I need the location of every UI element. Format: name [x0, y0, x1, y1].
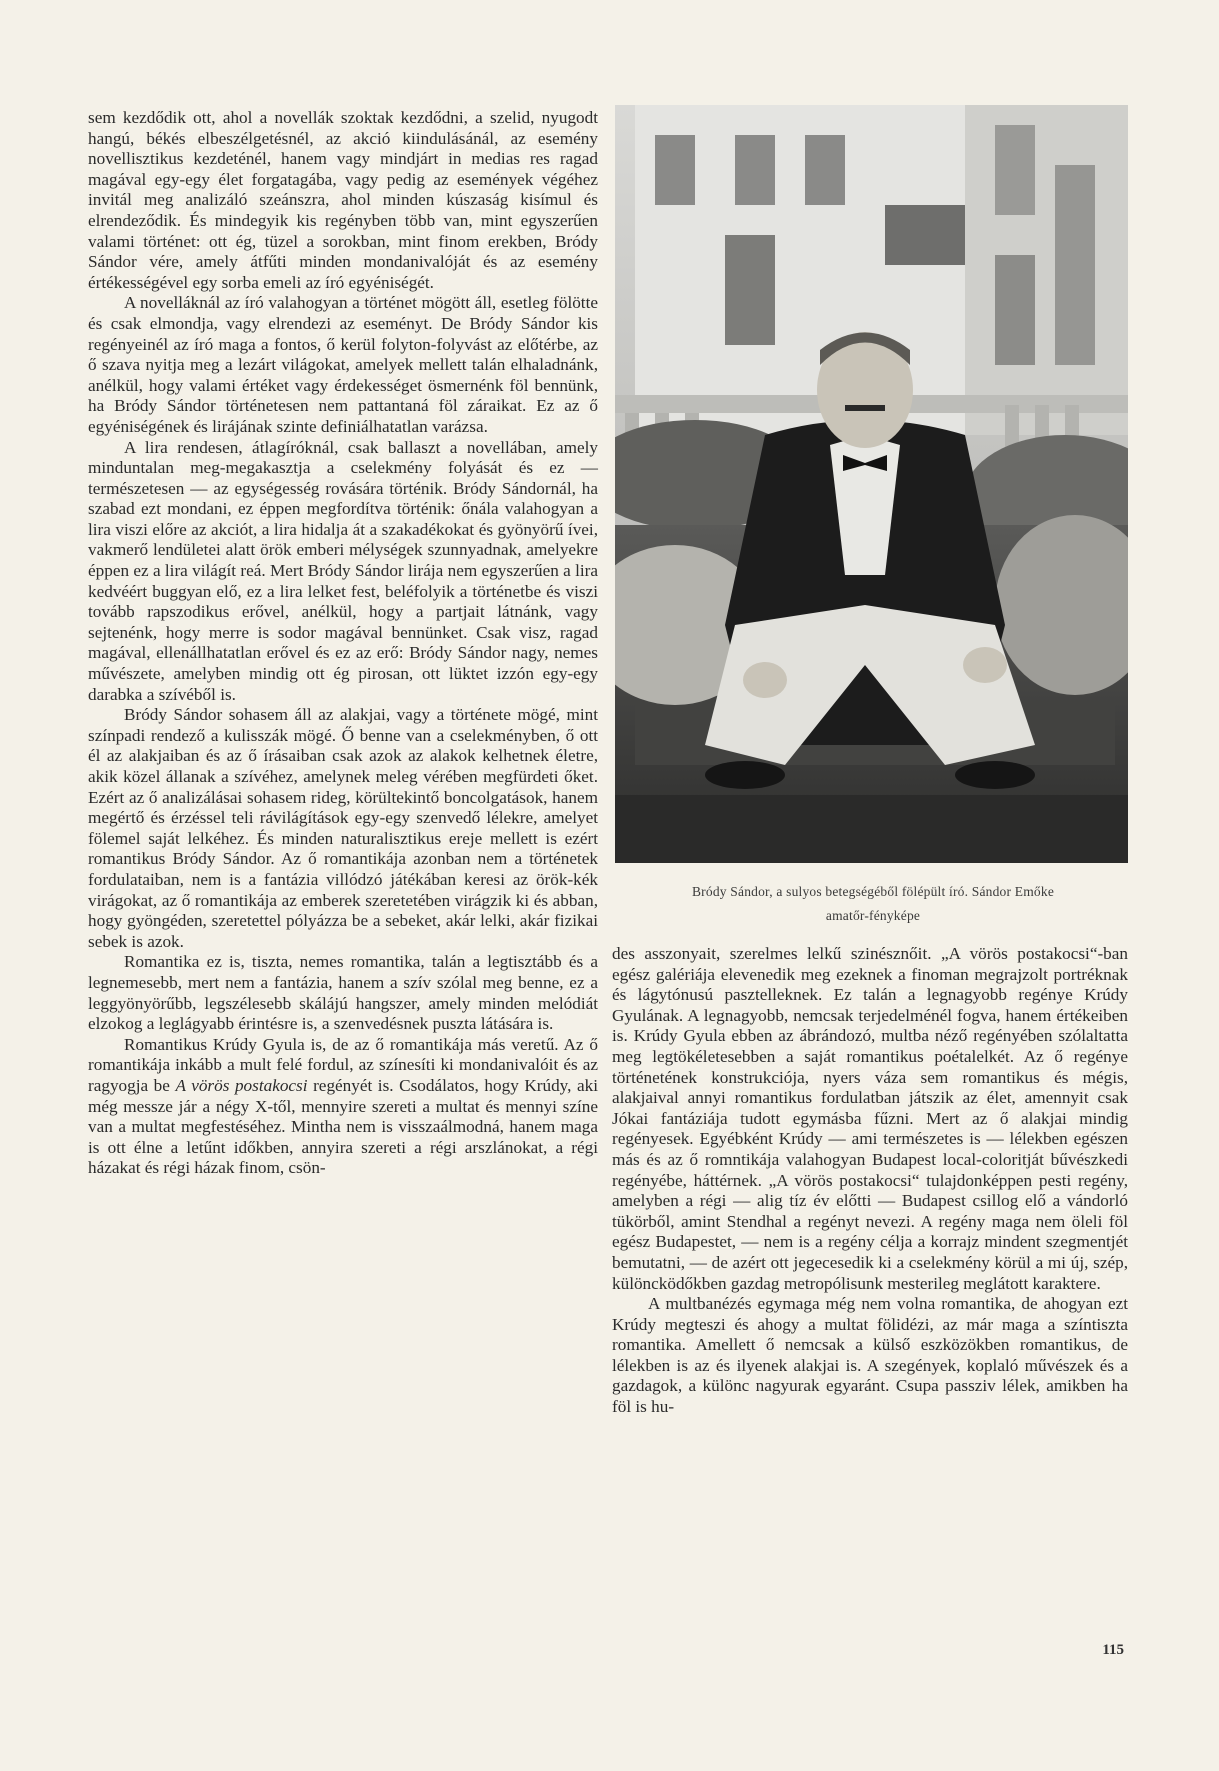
- left-text-column: [88, 108, 598, 1179]
- paragraph-text: regényét is. Csodálatos, hogy Krúdy, aki még messze jár a négy X-től, mennyire szereti a multat és mennyi színe van a multat megfestéséhez. Mintha nem is visszaálmodná, hanem maga is ott élne a letűnt időkben, annyira szereti a régi arszlánokat, a régi házakat és régi házak finom, csön-: [88, 1075, 598, 1178]
- photo-illustration: [615, 105, 1128, 863]
- portrait-photo: [615, 105, 1128, 863]
- page-number: 115: [1102, 1642, 1124, 1658]
- paragraph: [88, 1035, 598, 1179]
- paragraph-text: Romantikus Krúdy Gyula is, de az ő romantikája más veretű. Az ő romantikája inkább a mult felé fordul, az színesíti ki mondanivalóit és az ragyogja be: [88, 1034, 598, 1095]
- caption-line: amatőr-fényképe: [825, 908, 921, 923]
- photo-caption: [608, 880, 1138, 928]
- paragraph: A lira rendesen, átlagíróknál, csak ballaszt a novellában, amely minduntalan meg-megakasztja a cselekmény folyását és ez — természetesen — az egységesség rovására történik. Bródy Sándornál, ha szabad ezt mondani, ez éppen megfordítva történik: őnála valahogyan a lira viszi előre az akciót, a lira hidalja át a szakadékokat és gyönyörű ívei, vakmerő lendületei alatt örök emberi mélységek szunnyadnak, amelyekre éppen ez a lira világít reá. Mert Bródy Sándor lirája nem egyszerűen a lira kedvéért buggyan elő, ez a lira lelket fest, beléfolyik a történetbe és viszi tovább rapszodikus erővel, anélkül, hogy a partjait látnánk, vagy sejtenénk, hogy merre is sodor magával bennünket. Csak visz, ragad magával, ellenállhatatlan erővel és ez az erő: Bródy Sándor nagy, nemes művészete, amelyben mindig ott ég pirosan, ott lüktet izzón egy-egy darabka a szívéből is.: [88, 437, 598, 704]
- paragraph: A novelláknál az író valahogyan a történet mögött áll, esetleg fölötte és csak elmondja, vagy elrendezi az eseményt. De Bródy Sándor kis regényeinél az író maga a fontos, ő kerül folyton-folyvást az előtérbe, az ő szava nyitja meg a lezárt világokat, amelyek mellett talán elhaladnánk, anélkül, hogy valami értéket vagy érdekességet ösmernénk föl bennünk, ha Bródy Sándor történetesen nem pattantaná föl záraikat. Ez az ő egyéniségének és lirájának szinte definiálhatatlan varázsa.: [88, 293, 598, 436]
- right-text-column: [612, 944, 1128, 1418]
- paragraph: des asszonyait, szerelmes lelkű szinésznőit. „A vörös postakocsi“-ban egész galériája elevenedik meg ezeknek a finoman megrajzolt portréknak és lágytónusú pasztelleknek. Ez talán a legnagyobb regénye Krúdy Gyulának. A legnagyobb, nemcsak terjedelménél fogva, hanem értékeiben is. Krúdy Gyula ebben az ábrándozó, multba néző regényében szólaltatta meg legtökéletesebben a saját romantikus poétalelkét. Az ő regénye történetének konstrukciója, nyers váza sem romantikus és mégis, alakjaival annyi romantikus fordulatban játszik az élet, amennyit csak Jókai fantáziája tudott egymásba fűzni. Mert az ő alakjai mindig regényesek. Egyébként Krúdy — ami természetes is — lélekben egészen más és az ő romntikája valahogyan Budapest local-coloritját bűvészkedi regényébe, háttérnek. „A vörös postakocsi“ tulajdonképpen pesti regény, amelyben a régi — alig tíz év előtti — Budapest csillog elő a vándorló tükörből, amint Stendhal a regényt nevezi. A regény maga nem öleli föl egész Budapestet, — nem is a regény célja a korrajz mindent szegmentjét bemutatni, — de azért ott jegecesedik ki a cselekmény körül a mi új, szép, különcködőkben gazdag metropólisunk mesterileg meglátott karaktere.: [612, 944, 1128, 1293]
- novel-title: A vörös postakocsi: [175, 1075, 308, 1095]
- paragraph: Bródy Sándor sohasem áll az alakjai, vagy a története mögé, mint színpadi rendező a kulisszák mögé. Ő benne van a cselekményben, ő ott él az alakjaiban és az ő írásaiban csak azok az alakok kelhetnek életre, akik közel állanak a szívéhez, amelynek meleg vérében megfürdeti őket. Ezért az ő analizálásai sohasem rideg, körültekintő boncolgatások, hanem megértő és érzéssel teli rávilágítások egy-egy szenvedő lélekre, amelyet fölemel saját lelkéhez. És minden naturalisztikus ereje mellett is ezért romantikus Bródy Sándor. Az ő romantikája azonban nem a történetek fordulataiban, nem is a fantázia villódzó játékában keresi az örök-kék virágokat, az ő romantikája az emberek szeretetében virágzik ki és abban, hogy gyöngéden, szeretettel pólyázza be a sebeket, akár lelki, akár fizikai sebek is azok.: [88, 705, 598, 951]
- caption-line: Bródy Sándor, a sulyos betegségéből fölépült író. Sándor Emőke: [691, 884, 1055, 899]
- paragraph: sem kezdődik ott, ahol a novellák szoktak kezdődni, a szelid, nyugodt hangú, békés elbeszélgetésnél, az akció kiindulásánál, az esemény novellisztikus kezdeténél, hanem vagy mindjárt in medias res ragad magával egy-egy élet forgatagába, vagy pedig az események végéhez invitál meg analizáló szeánszra, ahol minden kúszaság kisímul és elrendeződik. És mindegyik kis regényben több van, mint egyszerűen valami történet: ott ég, tüzel a sorokban, mint finom erekben, Bródy Sándor vére, amely átfűti minden mondanivalóját és az esemény értékességével egy sorba emeli az író egyéniségét.: [88, 108, 598, 292]
- paragraph: Romantika ez is, tiszta, nemes romantika, talán a legtisztább és a legnemesebb, mert nem a fantázia, hanem a szív szólal meg benne, ez a leggyönyörűbb, legszélesebb skálájú hangszer, amely minden melódiát elzokog a leglágyabb érintésre is, a szenvedésnek puszta látására is.: [88, 952, 598, 1034]
- paragraph: A multbanézés egymaga még nem volna romantika, de ahogyan ezt Krúdy megteszi és ahogy a multat fölidézi, az már maga a színtiszta romantika. Amellett ő nemcsak a külső eszközökben romantikus, de lélekben is az és ilyenek alakjai is. A szegények, koplaló művészek és a gazdagok, a különc nagyurak egyaránt. Csupa passziv lélek, amikben ha föl is hu-: [612, 1294, 1128, 1417]
